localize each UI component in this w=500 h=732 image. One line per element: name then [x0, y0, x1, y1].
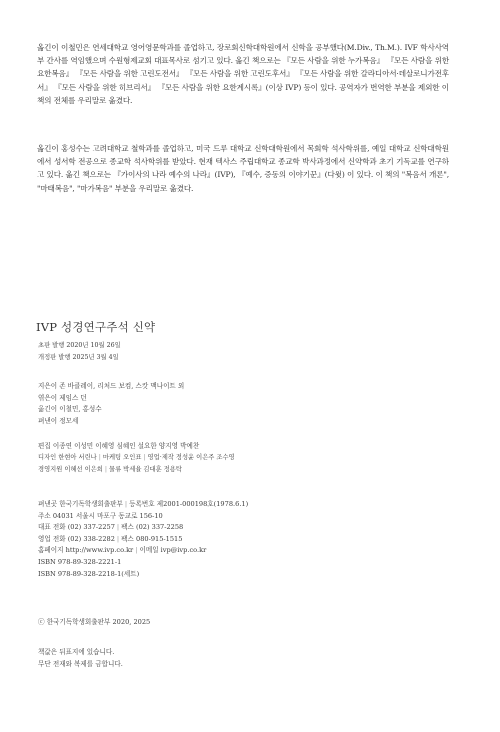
- book-title: IVP 성경연구주석 신약: [36, 320, 156, 334]
- sales-phone: (02) 338-2282: [67, 534, 115, 543]
- editor-value: 제임스 던: [59, 393, 87, 402]
- translator-label: 옮긴이: [38, 405, 58, 414]
- email-link[interactable]: ivp@ivp.co.kr: [160, 546, 207, 555]
- rep-phone-label: 대표 전화: [38, 523, 66, 532]
- sales-contact-line: [38, 534, 248, 546]
- separator: |: [124, 500, 128, 508]
- marketing-value: 오인표: [123, 454, 142, 462]
- design-marketing-sales-line: [38, 452, 235, 463]
- revised-edition-label: 개정판 발행: [38, 353, 71, 361]
- sales-phone-label: 영업 전화: [38, 534, 66, 543]
- publisher-name-label: 펴낸곳: [38, 500, 58, 508]
- notice: [38, 647, 123, 670]
- revised-edition-date: 2025년 3월 4일: [72, 353, 119, 361]
- author-value: 존 바클레이, 리처드 보컴, 스캇 맥나이트 외: [59, 382, 185, 390]
- address: 04031 서울시 마포구 동교로 156-10: [52, 511, 163, 520]
- design-value: 한현아 서린나: [58, 454, 97, 462]
- sales-label: 영업·제작: [147, 454, 174, 462]
- first-edition-label: 초판 발행: [38, 342, 65, 349]
- separator: |: [98, 454, 101, 462]
- translator-bio-lee-text: 옮긴이 이철민은 연세대학교 영어영문학과를 졸업하고, 장로회신학대학원에서 신학을 공부했다(M.Div., Th.M.). IVF 학사사역부 간사를 역임했으며 수원형제교회 대표목사로 섬기고 있다. 옮긴 책으로는 『모든 사람을 위한 누가복음』 『모든 사람을 위한 요한복음』 『모든 사람을 위한 고린도전서』 『모든 사람을 위한 고린도후서』 『모든 사람을 위한 갈라디아서·데살로니가전후서』 『모든 사람을 위한 히브리서』 『모든 사람을 위한 요한계시록』(이상 IVP) 등이 있다. 공역자가 번역한 부분을 제외한 이 책의 전체를 우리말로 옮겼다.: [37, 43, 449, 105]
- author-line: [38, 381, 184, 393]
- copyright-text: ⓒ 한국기독학생회출판부 2020, 2025: [38, 618, 151, 626]
- first-edition-line: [38, 340, 121, 352]
- separator: |: [116, 523, 120, 532]
- address-line: [38, 511, 248, 523]
- author-label: 지은이: [38, 382, 58, 390]
- email-label: 이메일: [139, 546, 159, 555]
- logistics-label: 물류: [108, 465, 122, 473]
- management-value: 이혜선 이은희: [64, 465, 103, 473]
- management-logistics-line: [38, 464, 235, 475]
- staff-credits: [38, 441, 235, 475]
- first-edition-date: 2020년 10월 26일: [66, 342, 121, 349]
- design-label: 디자인: [38, 454, 57, 462]
- edition-dates: [38, 340, 121, 363]
- address-label: 주소: [38, 511, 51, 520]
- sales-value: 정성윤 이은주 조수영: [175, 454, 235, 462]
- registration-label: 등록번호: [129, 500, 155, 508]
- sales-fax-label: 팩스: [121, 534, 134, 543]
- sales-fax: 080-915-1515: [136, 534, 183, 543]
- isbn-set-line: ISBN 978-89-328-2218-1(세트): [38, 569, 140, 578]
- marketing-label: 마케팅: [102, 454, 122, 462]
- publisher-info: [38, 499, 248, 580]
- management-label: 경영지원: [38, 465, 63, 473]
- homepage-label: 홈페이지: [38, 546, 64, 555]
- credits: [38, 381, 184, 427]
- web-line: [38, 545, 248, 557]
- copy-notice: 무단 전재와 복제를 금합니다.: [38, 659, 123, 668]
- publisher-name-line: [38, 499, 248, 511]
- separator: |: [104, 465, 107, 473]
- publisher-name: 한국기독학생회출판부: [59, 500, 123, 508]
- publisher-person-label: 펴낸이: [38, 416, 58, 425]
- copyright: [38, 617, 150, 629]
- separator: |: [116, 534, 120, 543]
- revised-edition-line: [38, 352, 121, 364]
- editing-value: 이종연 이성민 이혜영 심혜인 설요한 양지영 박예찬: [52, 442, 200, 450]
- translator-line: [38, 404, 184, 416]
- rep-contact-line: [38, 522, 248, 534]
- separator: |: [135, 546, 138, 555]
- editor-label: 엮은이: [38, 393, 58, 402]
- rep-fax: (02) 337-2258: [136, 523, 184, 532]
- publisher-person-value: 정모세: [59, 416, 79, 425]
- translator-bio-hong: [37, 142, 449, 195]
- editing-label: 편집: [38, 442, 51, 450]
- rep-phone: (02) 337-2257: [67, 523, 115, 532]
- homepage-link[interactable]: http://www.ivp.co.kr: [65, 546, 134, 555]
- separator: |: [143, 454, 146, 462]
- editor-line: [38, 393, 184, 405]
- translator-value: 이철민, 홍성수: [59, 405, 102, 414]
- registration-number: 제2001-000198호(1978.6.1): [156, 500, 249, 508]
- price-notice: 책값은 뒤표지에 있습니다.: [38, 648, 115, 656]
- translator-bio-hong-text: 옮긴이 홍성수는 고려대학교 철학과를 졸업하고, 미국 드루 대학교 신학대학원에서 목회학 석사학위를, 예일 대학교 신학대학원에서 성서학 전공으로 종교학 석사학위를 받았다. 현재 텍사스 주립대학교 종교학 박사과정에서 신약학과 초기 기독교를 연구하고 있다. 옮긴 책으로는 『가이사의 나라 예수의 나라』(IVP), 『예수, 증동의 이야기꾼』(다윗) 이 있다. 이 책의 "복음서 개론", "마태복음", "마가복음" 부분을 우리말로 옮겼다.: [37, 144, 449, 193]
- isbn-line: ISBN 978-89-328-2221-1: [38, 557, 122, 566]
- logistics-value: 박세율 김대훈 정용탁: [123, 465, 182, 473]
- publisher-person-line: [38, 416, 184, 428]
- rep-fax-label: 팩스: [121, 523, 134, 532]
- translator-bio-lee: [37, 41, 449, 107]
- editing-line: [38, 441, 235, 452]
